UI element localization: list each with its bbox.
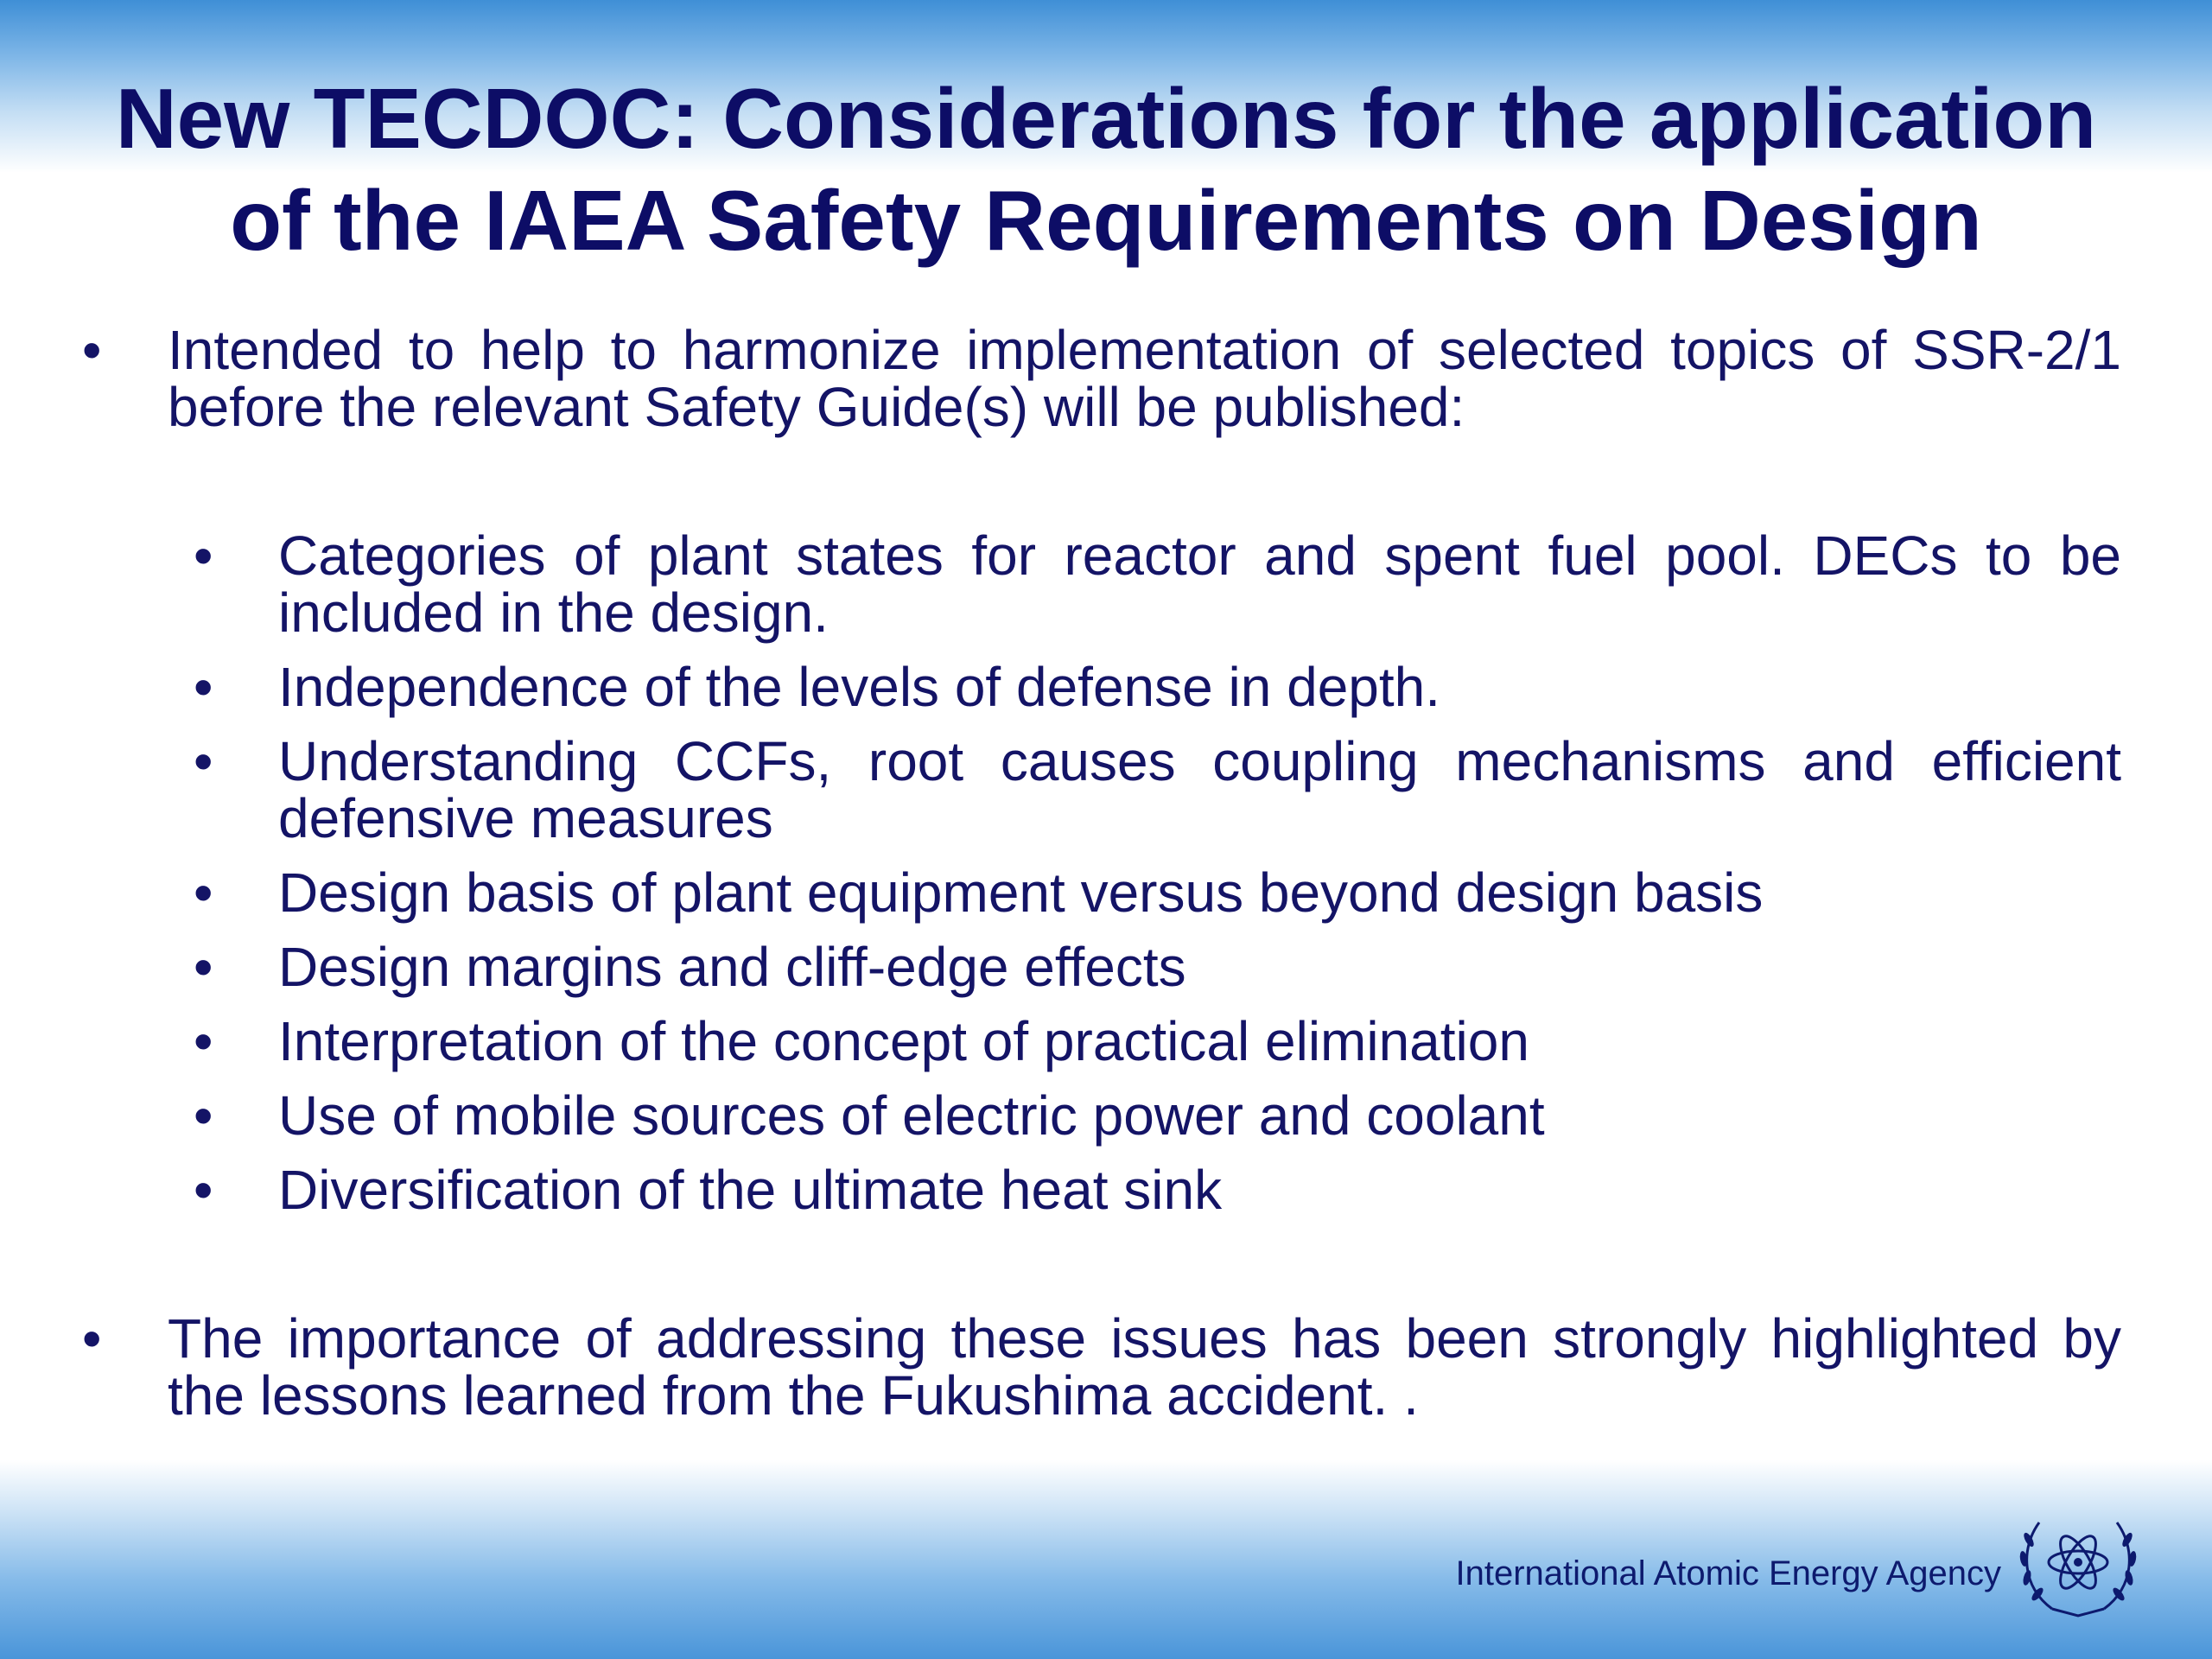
bullet-marker: • — [194, 730, 213, 792]
topic-text: Understanding CCFs, root causes coupling mechanisms and efficient defensive measures — [278, 730, 2121, 849]
topic-item — [78, 1084, 2121, 1147]
bullet-marker: • — [194, 524, 213, 587]
topic-item — [78, 1159, 2121, 1221]
iaea-emblem-icon — [2013, 1505, 2143, 1623]
organization-name: International Atomic Energy Agency — [1455, 1554, 2001, 1592]
topic-item — [78, 1010, 2121, 1072]
topic-item — [78, 656, 2121, 718]
topics-list — [78, 524, 2121, 1221]
topic-item — [78, 524, 2121, 644]
title-line-1: New TECDOC: Considerations for the application — [115, 71, 2097, 166]
slide-body — [78, 319, 2121, 1427]
topic-item — [78, 936, 2121, 998]
topic-text: Diversification of the ultimate heat sink — [278, 1159, 1223, 1221]
bullet-marker: • — [194, 1010, 213, 1072]
bullet-marker: • — [82, 1307, 102, 1370]
topic-item — [78, 861, 2121, 924]
bullet-conclusion-text: The importance of addressing these issues has been strongly highlighted by the lessons learned from the Fukushima accident. . — [168, 1307, 2121, 1427]
topic-text: Independence of the levels of defense in depth. — [278, 656, 1441, 718]
bullet-marker: • — [194, 861, 213, 924]
bullet-marker: • — [194, 936, 213, 998]
topic-item — [78, 730, 2121, 849]
topic-text: Design basis of plant equipment versus beyond design basis — [278, 861, 1764, 924]
bullet-conclusion — [78, 1307, 2121, 1427]
topic-text: Design margins and cliff-edge effects — [278, 936, 1186, 998]
bullet-marker: • — [194, 1084, 213, 1147]
bullet-intro-text: Intended to help to harmonize implementation of selected topics of SSR-2/1 before the relevant Safety Guide(s) will be published: — [168, 319, 2121, 438]
slide-title — [69, 67, 2143, 271]
topic-text: Categories of plant states for reactor and spent fuel pool. DECs to be included in the design. — [278, 524, 2121, 644]
bullet-marker: • — [194, 656, 213, 718]
bullet-marker: • — [82, 319, 102, 381]
topic-text: Interpretation of the concept of practical elimination — [278, 1010, 1529, 1072]
title-line-2: of the IAEA Safety Requirements on Design — [230, 173, 1982, 268]
topic-text: Use of mobile sources of electric power and coolant — [278, 1084, 1545, 1147]
bullet-intro — [78, 319, 2121, 438]
bullet-marker: • — [194, 1159, 213, 1221]
